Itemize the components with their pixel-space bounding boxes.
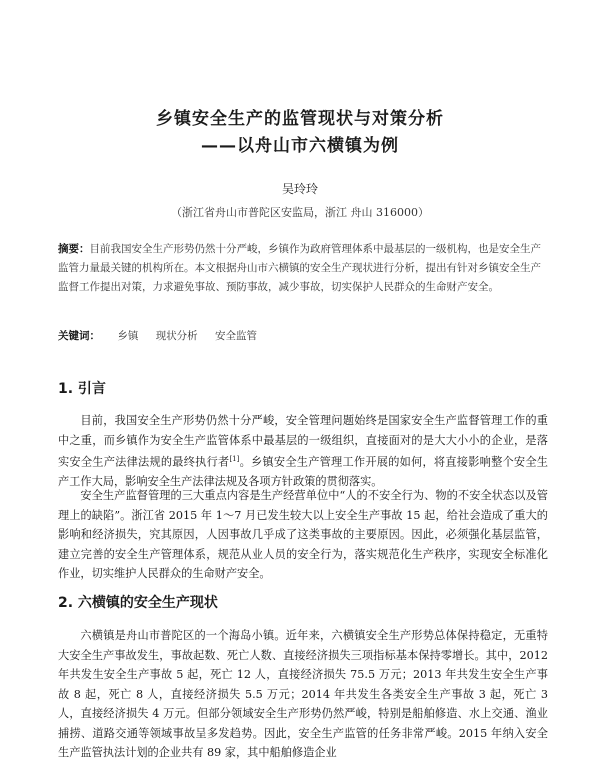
author-affiliation: （浙江省舟山市普陀区安监局，浙江 舟山 316000） [171,206,429,219]
paper-subtitle: ——以舟山市六横镇为例 [201,136,399,156]
keyword-item: 现状分析 [155,330,198,342]
keywords [58,328,550,343]
abstract-label: 摘要： [58,243,90,255]
citation-ref: [1] [229,455,240,463]
paper-title: 乡镇安全生产的监管现状与对策分析 [156,109,444,129]
keywords-label: 关键词： [58,330,100,342]
body-paragraph: 六横镇是舟山市普陀区的一个海岛小镇。近年来，六横镇安全生产形势总体保持稳定，无重特大安全生产事故发生，事故起数、死亡人数、直接经济损失三项指标基本保持零增长。其中，2012 年共发生安全生产事故 5 起，死亡 12 人，直接经济损失 75.5 万元；2013 年共发生安全生产事故 8 起，死亡 8 人，直接经济损失 5.5 万元；2014 年共发生各类安全生产事故 3 起，死亡 3 人，直接经济损失 4 万元。但部分领域安全生产形势仍然严峻，特别是船舶修造、水上交通、渔业捕捞、道路交通等领域事故呈多发趋势。因此，安全生产监管的任务非常严峻。2015 年纳入安全生产监管执法计划的企业共有 89 家，其中船舶修造企业 [58,629,548,759]
paragraph-text-tail: 。乡镇安全生产管理工作开展的如何，将直接影响整个安全生产工作大局，影响安全生产法律法规及各项方针政策的贯彻落实。 [58,455,548,489]
author-name: 吴玲玲 [281,182,318,196]
abstract-text: 目前我国安全生产形势仍然十分严峻，乡镇作为政府管理体系中最基层的一级机构，也是安全生产监管力量最关键的机构所在。本文根据舟山市六横镇的安全生产现状进行分析，提出有针对乡镇安全生产监督工作提出对策，力求避免事故、预防事故，减少事故，切实保护人民群众的生命财产安全。 [58,243,541,293]
abstract [58,240,550,297]
section-heading-status: 2. 六横镇的安全生产现状 [58,595,218,611]
paragraph-text: 目前，我国安全生产形势仍然十分严峻，安全管理问题始终是国家安全生产监督管理工作的重中之重，而乡镇作为安全生产监管体系中最基层的一级组织，直接面对的是大大小小的企业，是落实安全生产法律法规的最终执行者 [58,414,548,469]
keyword-item: 安全监管 [215,330,258,342]
body-paragraph [58,411,548,492]
keyword-item: 乡镇 [117,330,139,342]
body-paragraph: 安全生产监督管理的三大重点内容是生产经营单位中“人的不安全行为、物的不安全状态以及管理上的缺陷”。浙江省 2015 年 1～7 月已发生较大以上安全生产事故 15 起，给社会造成了重大的影响和经济损失，究其原因，人因事故几乎成了这类事故的主要原因。因此，必须强化基层监管，建立完善的安全生产管理体系，规范从业人员的安全行为，落实规范化生产秩序，实现安全标准化作业，切实维护人民群众的生命财产安全。 [58,489,548,580]
section-heading-intro: 1. 引言 [58,381,106,397]
